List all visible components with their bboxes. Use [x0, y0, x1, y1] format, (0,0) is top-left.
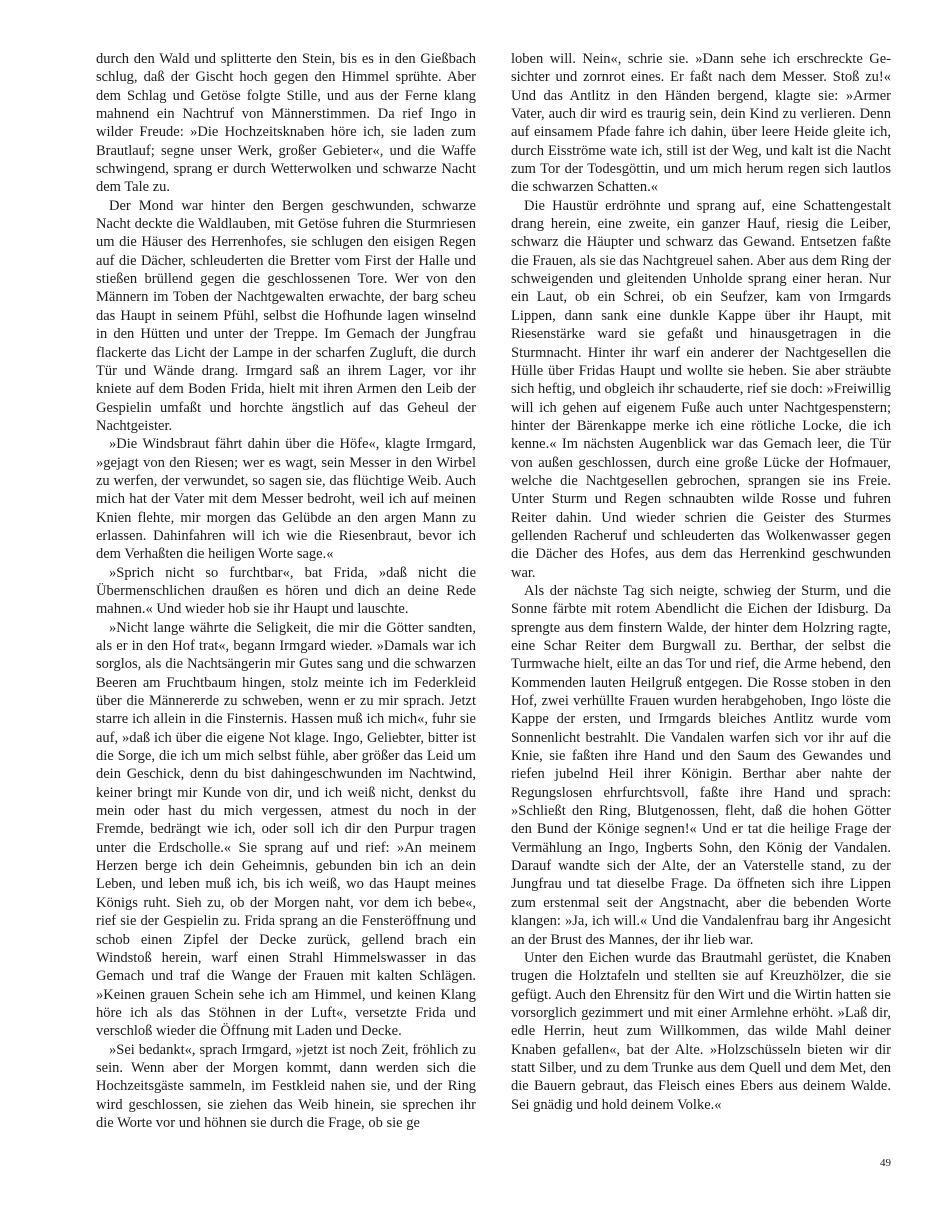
- paragraph: Die Haustür erdröhnte und sprang auf, eine Schattengestalt drang herein, eine zweite, ein ganzer Hauf, riesig die Leiber, schwarz die Häupter und schwarz das Gewand. Entsetzen faßte die Frauen, als sie das Nachtgreuel sahen. Aber aus dem Ring der schweigenden und gleitenden Unholde sprang einer heran. Nur ein Laut, ob ein Schrei, ob ein Seufzer, kam von Irmgards Lippen, dann sank eine dunkle Kappe über ihr Haupt, mit Riesenstärke ward sie gefaßt und hinausgetragen in die Sturmnacht. Hinter ihr warf ein anderer der Nachtgesellen die Hülle über Fridas Haupt und wollte sie heben. Sie aber sträubte sich heftig, und obgleich ihr schauderte, rief sie doch: »Freiwillig will ich gehen auf eigenem Fuße auch unter Nachtgespenstern; hinter der Bärenkappe merke ich eine rötliche Locke, die ich kenne.« Im nächsten Augenblick war das Gemach leer, die Tür von außen geschlossen, durch eine große Lücke der Hofmauer, welche die Nachtgesellen gebrochen, sprangen sie ins Freie. Unter Sturm und Regen schnaubten wilde Rosse und fuhren Reiter dahin. Und wieder schrien die Geister des Sturmes gellenden Racheruf und schleuderten das Wolkenwasser gegen die Dächer des Hofes, aus dem das Herrenkind geschwunden war.: [511, 197, 891, 581]
- paragraph: loben will. Nein«, schrie sie. »Dann sehe ich erschreckte Gesichter und zornrot eines. Er faßt nach dem Messer. Stoß zu!« Und das Antlitz in den Händen bergend, klagte sie: »Armer Vater, auch dir wird es traurig sein, dein Kind zu verlieren. Denn auf einsamem Pfade fahre ich dahin, über leere Heide gleite ich, durch Eisströme wate ich, still ist der Weg, und kalt ist die Nacht zum Tor der Todesgöttin, und um mich herum regen sich lautlos die schwarzen Schatten.«: [511, 51, 891, 196]
- left-text-column: [96, 50, 476, 1132]
- paragraph: »Die Windsbraut fährt dahin über die Höfe«, klagte Irmgard, »gejagt von den Riesen; wer es wagt, sein Messer in den Wirbel zu werfen, der verwundet, so sagen sie, das flüchtige Weib. Auch mich hat der Vater mit dem Messer bedroht, weil ich auf meinen Knien flehte, mir morgen das Gelübde an den argen Mann zu erlassen. Dahinfahren will ich wie die Riesenbraut, bevor ich dem Verhaßten die heiligen Worte sage.«: [96, 436, 476, 563]
- page-number: 49: [880, 1157, 891, 1169]
- paragraph: »Sprich nicht so furchtbar«, bat Frida, »daß nicht die Übermenschlichen draußen es hören und dich an deine Rede mahnen.« Und wieder hob sie ihr Haupt und lauschte.: [96, 564, 476, 618]
- paragraph: Als der nächste Tag sich neigte, schwieg der Sturm, und die Sonne färbte mit rotem Abendlicht die Eichen der Idisburg. Da sprengte aus dem finstern Walde, der hinter dem Holzring ragte, eine Schar Reiter dem Burgwall zu. Berthar, der selbst die Turmwache hielt, eilte an das Tor und rief, die Arme hebend, den Kommenden lauten Heilgruß entgegen. Die Rosse stoben in den Hof, zwei verhüllte Frauen wurden herabgehoben, Ingo löste die Kappe der ersten, und Irmgards bleiches Antlitz wurde vom Sonnenlicht bestrahlt. Die Vandalen warfen sich vor ihr auf die Knie, sie faßten ihre Hand und den Saum des Gewandes und riefen jubelnd Heil ihrer Königin. Berthar aber nahte der Regungslosen ehrfurchtsvoll, faßte ihre Hand und sprach: »Schließt den Ring, Blutgenossen, fleht, daß die hohen Götter den Bund der Könige segnen!« Und er tat die heilige Frage der Vermählung an Ingo, Ingberts Sohn, den König der Vandalen. Darauf wandte sich der Alte, der an Vaterstelle stand, zu der Jungfrau und tat dieselbe Frage. Da öffneten sich ihre Lippen zum erstenmal seit der Angstnacht, aber die bebenden Worte klangen: »Ja, ich will.« Und die Vandalenfrau barg ihr Angesicht an der Brust des Mannes, der ihr lieb war.: [511, 582, 891, 948]
- paragraph: Unter den Eichen wurde das Brautmahl gerüstet, die Knaben trugen die Holztafeln und stellten sie auf Kreuzhölzer, die sie gefügt. Auch den Ehrensitz für den Wirt und die Wirtin hatten sie vorsorglich gezimmert und mit einer Armlehne erhöht. »Laß dir, edle Herrin, heut zum Willkommen, das wilde Mahl deiner Knaben gefallen«, bat der Alte. »Holzschüsseln bieten wir dir statt Silber, und zu dem Trunke aus dem Quell und dem Met, den die Bauern gebraut, das Fleisch eines Ebers aus deinem Walde. Sei gnädig und hold deinem Volke.«: [511, 949, 891, 1113]
- paragraph: Der Mond war hinter den Bergen geschwunden, schwarze Nacht deckte die Waldlauben, mit Getöse fuhren die Sturmriesen um die Häuser des Herrenhofes, sie schlugen den eisigen Regen auf die Dächer, schleuderten die Bretter vom First der Halle und stießen brüllend gegen die geschlossenen Tore. Wer von den Männern im Toben der Nachtgewalten erwachte, der barg scheu das Haupt in seinem Pfühl, selbst die Hofhunde lagen winselnd in den Hütten und unter der Treppe. Im Gemach der Jungfrau flackerte das Licht der Lampe in der scharfen Zugluft, die durch Tür und Wände drang. Irmgard saß an ihrem Lager, vor ihr kniete auf dem Boden Frida, hielt mit ihren Armen den Leib der Gespielin umfaßt und horchte ängstlich auf das Geheul der Nachtgeister.: [96, 197, 476, 434]
- paragraph: »Nicht lange währte die Seligkeit, die mir die Götter sandten, als er in den Hof trat«, begann Irmgard wieder. »Damals war ich sorglos, als die Nachtsängerin mir Gutes sang und die schwarzen Beeren am Fruchtbaum hingen, stolz meinte ich im Federkleid über die Männererde zu schweben, wenn er zu mir sprach. Jetzt starre ich allein in die Finsternis. Hassen muß ich mich«, fuhr sie auf, »daß ich über die eigene Not klage. Ingo, Geliebter, bitter ist die Sorge, die ich um mich selbst fühle, aber größer das Leid um dein Geschick, denn du bist dahingeschwunden im Nachtwind, keiner bringt mir Kunde von dir, und ich weiß nicht, denkst du mein oder hast du mich vergessen, atmest du noch in der Fremde, bedrängt wie ich, oder soll ich dir den Purpur tragen unter die Erdscholle.« Sie sprang auf und rief: »An meinem Herzen berge ich dein Geheimnis, gebunden bin ich an dein Leben, und leben muß ich, bis ich weiß, wo das Haupt meines Königs ruht. Sieh zu, ob der Morgen naht, vor dem ich bebe«, rief sie der Gespielin zu. Frida sprang an die Fensteröffnung und schob einen Zipfel der Decke zurück, gellend brach ein Windstoß herein, warf einen Strahl Himmelswasser in das Gemach und traf die Wange der Frauen mit kalten Schlägen. »Keinen grauen Schein sehe ich am Himmel, und keinen Klang höre ich als das Stöhnen in der Luft«, versetzte Frida und verschloß wieder die Öffnung mit Laden und Decke.: [96, 619, 476, 1040]
- paragraph: durch den Wald und splitterte den Stein, bis es in den Gießbach schlug, daß der Gischt hoch gegen den Himmel sprühte. Aber dem Schlag und Getöse folgte Stille, und aus der Ferne klang mahnend ein Nachtruf von Männerstimmen. Da rief Ingo in wilder Freude: »Die Hochzeitsknaben höre ich, sie laden zum Brautlauf; segne unser Werk, großer Gebieter«, und die Waffe schwingend, sprang er durch Wetterwolken und schwarze Nacht dem Tale zu.: [96, 51, 476, 196]
- paragraph: »Sei bedankt«, sprach Irmgard, »jetzt ist noch Zeit, fröhlich zu sein. Wenn aber der Morgen kommt, dann werden sich die Hochzeitsgäste sammeln, im Festkleid nahen sie, und der Ring wird geschlossen, sie ziehen das Weib hinein, sie sprechen ihr die Worte vor und höhnen sie durch die Frage, ob sie ge: [96, 1041, 476, 1131]
- right-text-column: [511, 50, 891, 1114]
